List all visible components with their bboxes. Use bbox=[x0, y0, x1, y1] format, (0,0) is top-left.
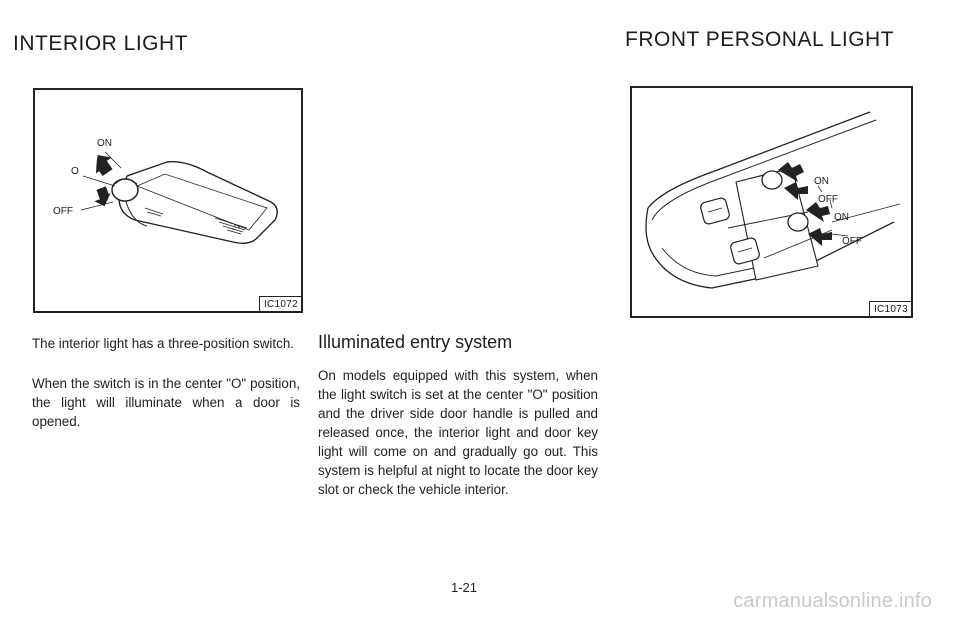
front-personal-light-illustration bbox=[632, 88, 911, 316]
watermark: carmanualsonline.info bbox=[733, 590, 932, 612]
interior-light-illustration bbox=[35, 90, 301, 311]
label-off-2: OFF bbox=[842, 236, 862, 247]
paragraph-center-position: When the switch is in the center "O" position, the light will illuminate when a door is opened. bbox=[32, 376, 300, 429]
subheading-illuminated-entry: Illuminated entry system bbox=[318, 332, 513, 352]
label-center: O bbox=[71, 166, 79, 177]
paragraph-illuminated-entry: On models equipped with this system, when the light switch is set at the center "O" position and the driver side door handle is pulled and released once, the interior light and door key light will come on and gradually go out. This system is helpful at night to locate the door key slot or check the vehicle interior. bbox=[318, 368, 598, 497]
section-heading-front-personal-light: FRONT PERSONAL LIGHT bbox=[625, 28, 895, 51]
front-personal-light-figure bbox=[630, 86, 913, 318]
section-heading-interior-light: INTERIOR LIGHT bbox=[13, 32, 189, 55]
label-off: OFF bbox=[53, 206, 73, 217]
figure-code: IC1073 bbox=[869, 301, 911, 316]
figure-code: IC1072 bbox=[259, 296, 301, 311]
interior-light-figure bbox=[33, 88, 303, 313]
label-off-1: OFF bbox=[818, 194, 838, 205]
page-number: 1-21 bbox=[451, 580, 478, 595]
label-on-1: ON bbox=[814, 176, 829, 187]
label-on: ON bbox=[97, 138, 112, 149]
label-on-2: ON bbox=[834, 212, 849, 223]
paragraph-three-position: The interior light has a three-position switch. bbox=[32, 336, 294, 351]
